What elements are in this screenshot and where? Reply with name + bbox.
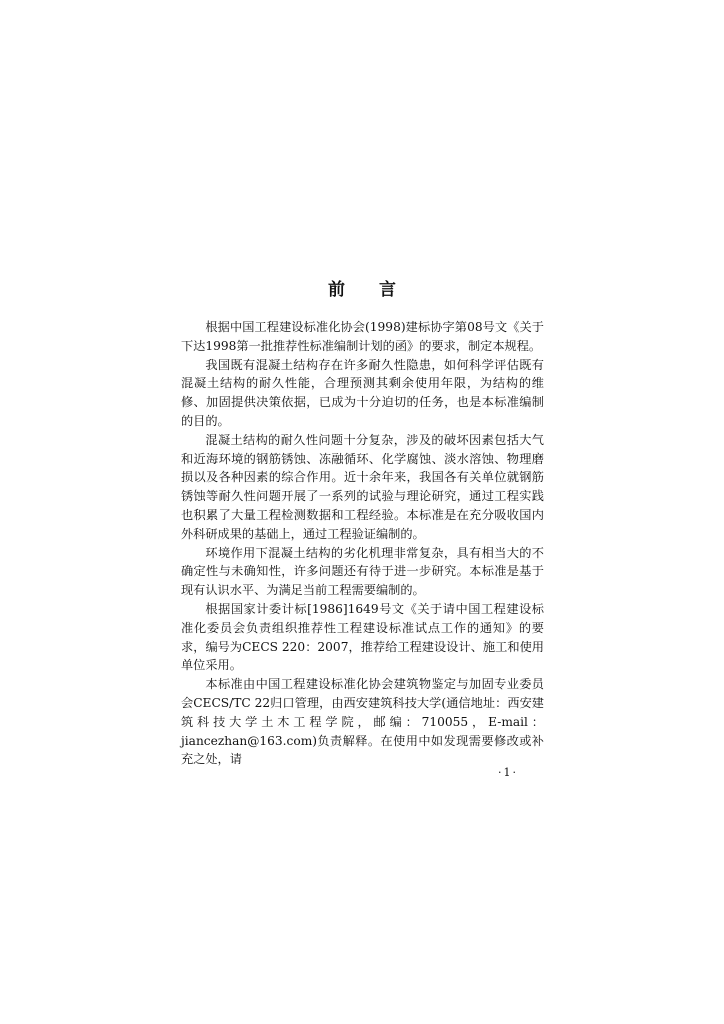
paragraph: 根据中国工程建设标准化协会(1998)建标协字第08号文《关于下达1998第一批推荐性标准编制计划的函》的要求，制定本规程。 <box>181 320 544 353</box>
paragraph: 本标准由中国工程建设标准化协会建筑物鉴定与加固专业委员会CECS/TC 22归口管理，由西安建筑科技大学(通信地址：西安建筑科技大学土木工程学院，邮编：710055，E-mail：jiancezhan@163.com)负责解释。在使用中如发现需要修改或补充之处，请 <box>181 677 544 767</box>
paragraph: 环境作用下混凝土结构的劣化机理非常复杂，具有相当大的不确定性与未确知性，许多问题还有待于进一步研究。本标准是基于现有认识水平、为满足当前工程需要编制的。 <box>181 545 544 598</box>
paragraph: 我国既有混凝土结构存在许多耐久性隐患，如何科学评估既有混凝土结构的耐久性能，合理预测其剩余使用年限，为结构的维修、加固提供决策依据，已成为十分迫切的任务，也是本标准编制的目的。 <box>181 357 544 428</box>
page-title <box>0 280 724 300</box>
paragraph: 根据国家计委计标[1986]1649号文《关于请中国工程建设标准化委员会负责组织推荐性工程建设标准试点工作的通知》的要求，编号为CECS 220：2007，推荐给工程建设设计、施工和使用单位采用。 <box>181 601 544 673</box>
title-char-1: 前 <box>328 280 345 300</box>
page-number: ·1· <box>498 766 518 779</box>
title-char-2: 言 <box>379 280 396 300</box>
paragraph: 混凝土结构的耐久性问题十分复杂，涉及的破坏因素包括大气和近海环境的钢筋锈蚀、冻融循环、化学腐蚀、淡水溶蚀、物理磨损以及各种因素的综合作用。近十余年来，我国各有关单位就钢筋锈蚀等耐久性问题开展了一系列的试验与理论研究，通过工程实践也积累了大量工程检测数据和工程经验。本标准是在充分吸收国内外科研成果的基础上，通过工程验证编制的。 <box>181 432 544 541</box>
preface-body <box>181 318 544 769</box>
